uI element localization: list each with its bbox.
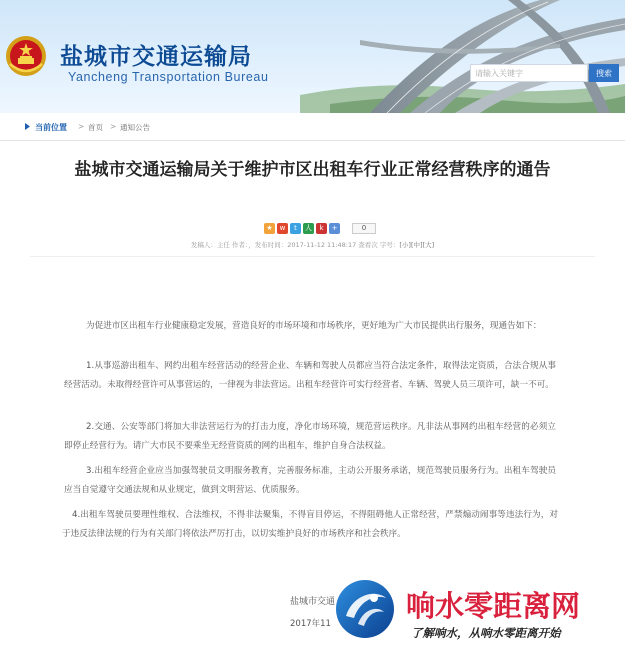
share-more-icon[interactable]: + xyxy=(329,223,340,234)
breadcrumb-home-link[interactable]: 首页 xyxy=(88,123,103,132)
font-size-small-button[interactable]: [小] xyxy=(399,241,411,249)
site-header xyxy=(0,0,625,113)
article-paragraph-2: 2.交通、公安等部门将加大非法营运行为的打击力度，净化市场环境，规范营运秩序。凡非法从事网约出租车经营的必须立即停止经营行为。请广大市民不要乘坐无经营资质的网约出租车，维护自身合法权益。 xyxy=(64,422,556,451)
meta-divider xyxy=(30,256,595,257)
share-tencent-icon[interactable]: t xyxy=(290,223,301,234)
article-paragraph-3: 3.出租车经营企业应当加强驾驶员文明服务教育，完善服务标准，主动公开服务承诺，规范驾驶员服务行为。出租车驾驶员应当自觉遵守交通法规和从业规定，做到文明营运、优质服务。 xyxy=(64,466,556,495)
article-title: 盐城市交通运输局关于维护市区出租车行业正常经营秩序的通告 xyxy=(74,160,551,180)
font-size-large-button[interactable]: [大] xyxy=(422,241,435,249)
share-weibo-icon[interactable]: w xyxy=(277,223,288,234)
breadcrumb-notice-link[interactable]: 通知公告 xyxy=(120,123,150,132)
share-count: 0 xyxy=(352,223,376,234)
breadcrumb-arrow-icon xyxy=(25,123,30,130)
share-qzone-icon[interactable]: ★ xyxy=(264,223,275,234)
watermark-site-name: 响水零距离网 xyxy=(406,589,581,623)
breadcrumb-separator: > xyxy=(110,122,117,131)
share-renren-icon[interactable]: 人 xyxy=(305,224,312,232)
signature-date: 2017年11 xyxy=(290,619,331,629)
article-paragraph-4: 4.出租车驾驶员要理性维权、合法维权，不得非法聚集，不得盲目停运，不得阻碍他人正常经营，严禁煽动闹事等违法行为，对于违反法律法规的行为有关部门将依法严厉打击，以切实维护良好的市场秩序和社会秩序。 xyxy=(62,510,558,539)
article-meta xyxy=(0,240,625,249)
site-subtitle: Yancheng Transportation Bureau xyxy=(68,70,269,84)
font-size-medium-button[interactable]: [中] xyxy=(410,241,423,249)
search-input[interactable] xyxy=(470,64,588,82)
share-kaixin-icon[interactable]: k xyxy=(316,223,327,234)
watermark-slogan: 了解响水，从响水零距离开始 xyxy=(411,626,561,640)
national-emblem-icon xyxy=(4,34,48,78)
article-meta-text: 发稿人：主任 作者：，发布时间：2017-11-12 11:48:17 查看次 字号： xyxy=(190,241,400,249)
search-button[interactable]: 搜索 xyxy=(589,64,619,82)
breadcrumb-separator: > xyxy=(78,122,85,131)
signature-organization: 盐城市交通 xyxy=(290,597,336,607)
site-title: 盐城市交通运输局 xyxy=(60,44,252,70)
article-paragraph-1: 1.从事巡游出租车、网约出租车经营活动的经营企业、车辆和驾驶人员都应当符合法定条件，取得法定资质，合法合规从事经营活动。未取得经营许可从事营运的，一律视为非法营运。出租车经营许可实行经营者、车辆、驾驶人员三项许可，缺一不可。 xyxy=(64,361,556,390)
breadcrumb-label: 当前位置 xyxy=(35,123,67,132)
article-paragraph-intro: 为促进市区出租车行业健康稳定发展，营造良好的市场环境和市场秩序，更好地为广大市民提供出行服务，现通告如下： xyxy=(86,321,542,331)
breadcrumb xyxy=(0,113,625,141)
watermark-logo-icon xyxy=(334,578,396,640)
